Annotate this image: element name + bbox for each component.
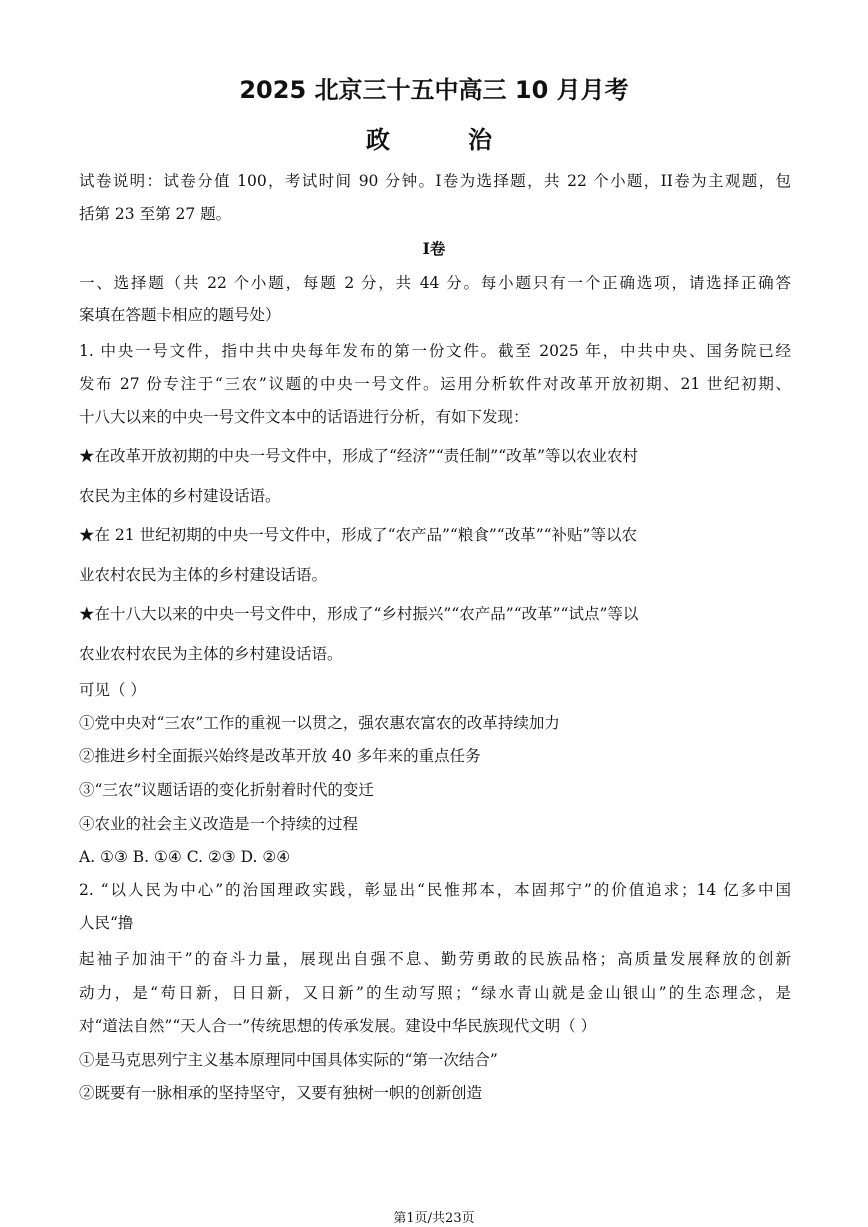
q1-star-item: 业农村农民为主体的乡村建设话语。 <box>79 566 328 584</box>
section-instruction: 案填在答题卡相应的题号处） <box>79 306 281 324</box>
subject-title: 政 治 <box>366 125 502 154</box>
q1-star-item: 农民为主体的乡村建设话语。 <box>79 487 281 505</box>
exam-title: 2025 北京三十五中高三 10 月月考 <box>239 76 629 104</box>
q1-stem: 发布 27 份专注于“三农”议题的中央一号文件。运用分析软件对改革开放初期、21 世纪初期、 <box>79 375 791 393</box>
q2-stem: 起袖子加油干”的奋斗力量，展现出自强不息、勤劳勇敢的民族品格；高质量发展释放的创新 <box>79 950 791 968</box>
section-instruction: 一、选择题（共 22 个小题，每题 2 分，共 44 分。每小题只有一个正确选项，请选择正确答 <box>79 274 791 292</box>
q1-stem: 十八大以来的中央一号文件文本中的话语进行分析，有如下发现： <box>79 408 529 426</box>
page-number: 第1页/共23页 <box>393 1211 475 1226</box>
q1-answer-choices: A. ①③ B. ①④ C. ②③ D. ②④ <box>79 848 291 866</box>
q1-stem: 1. 中央一号文件，指中共中央每年发布的第一份文件。截至 2025 年，中共中央、国务院已经 <box>79 342 791 360</box>
q1-star-item: ★在 21 世纪初期的中央一号文件中，形成了“农产品”“粮食”“改革”“补贴”等以农 <box>79 526 637 544</box>
q1-star-item: ★在十八大以来的中央一号文件中，形成了“乡村振兴”“农产品”“改革”“试点”等以 <box>79 605 639 623</box>
q1-star-item: 农业农村农民为主体的乡村建设话语。 <box>79 645 343 663</box>
q2-option: ②既要有一脉相承的坚持坚守，又要有独树一帜的创新创造 <box>79 1084 483 1102</box>
q1-star-item: ★在改革开放初期的中央一号文件中，形成了“经济”“责任制”“改革”等以农业农村 <box>79 447 639 465</box>
q1-prompt: 可见（ ） <box>79 681 146 699</box>
q2-stem: 动力，是“苟日新，日日新，又日新”的生动写照；“绿水青山就是金山银山”的生态理念，是 <box>79 984 791 1002</box>
part-heading: I卷 <box>422 239 446 258</box>
q1-option: ③“三农”议题话语的变化折射着时代的变迁 <box>79 781 374 799</box>
intro-line: 括第 23 至第 27 题。 <box>79 205 232 223</box>
q2-option: ①是马克思列宁主义基本原理同中国具体实际的“第一次结合” <box>79 1051 498 1069</box>
q2-stem: 2. “以人民为中心”的治国理政实践，彰显出“民惟邦本，本固邦宁”的价值追求；14 亿多中国 <box>79 881 791 899</box>
q1-option: ④农业的社会主义改造是一个持续的过程 <box>79 815 359 833</box>
q1-option: ①党中央对“三农”工作的重视一以贯之，强农惠农富农的改革持续加力 <box>79 714 560 732</box>
intro-line: 试卷说明：试卷分值 100，考试时间 90 分钟。I卷为选择题，共 22 个小题，II卷为主观题，包 <box>79 172 791 190</box>
q1-option: ②推进乡村全面振兴始终是改革开放 40 多年来的重点任务 <box>79 747 481 765</box>
q2-stem: 人民“撸 <box>79 914 134 932</box>
q2-stem: 对“道法自然”“天人合一”传统思想的传承发展。建设中华民族现代文明（ ） <box>79 1017 597 1035</box>
